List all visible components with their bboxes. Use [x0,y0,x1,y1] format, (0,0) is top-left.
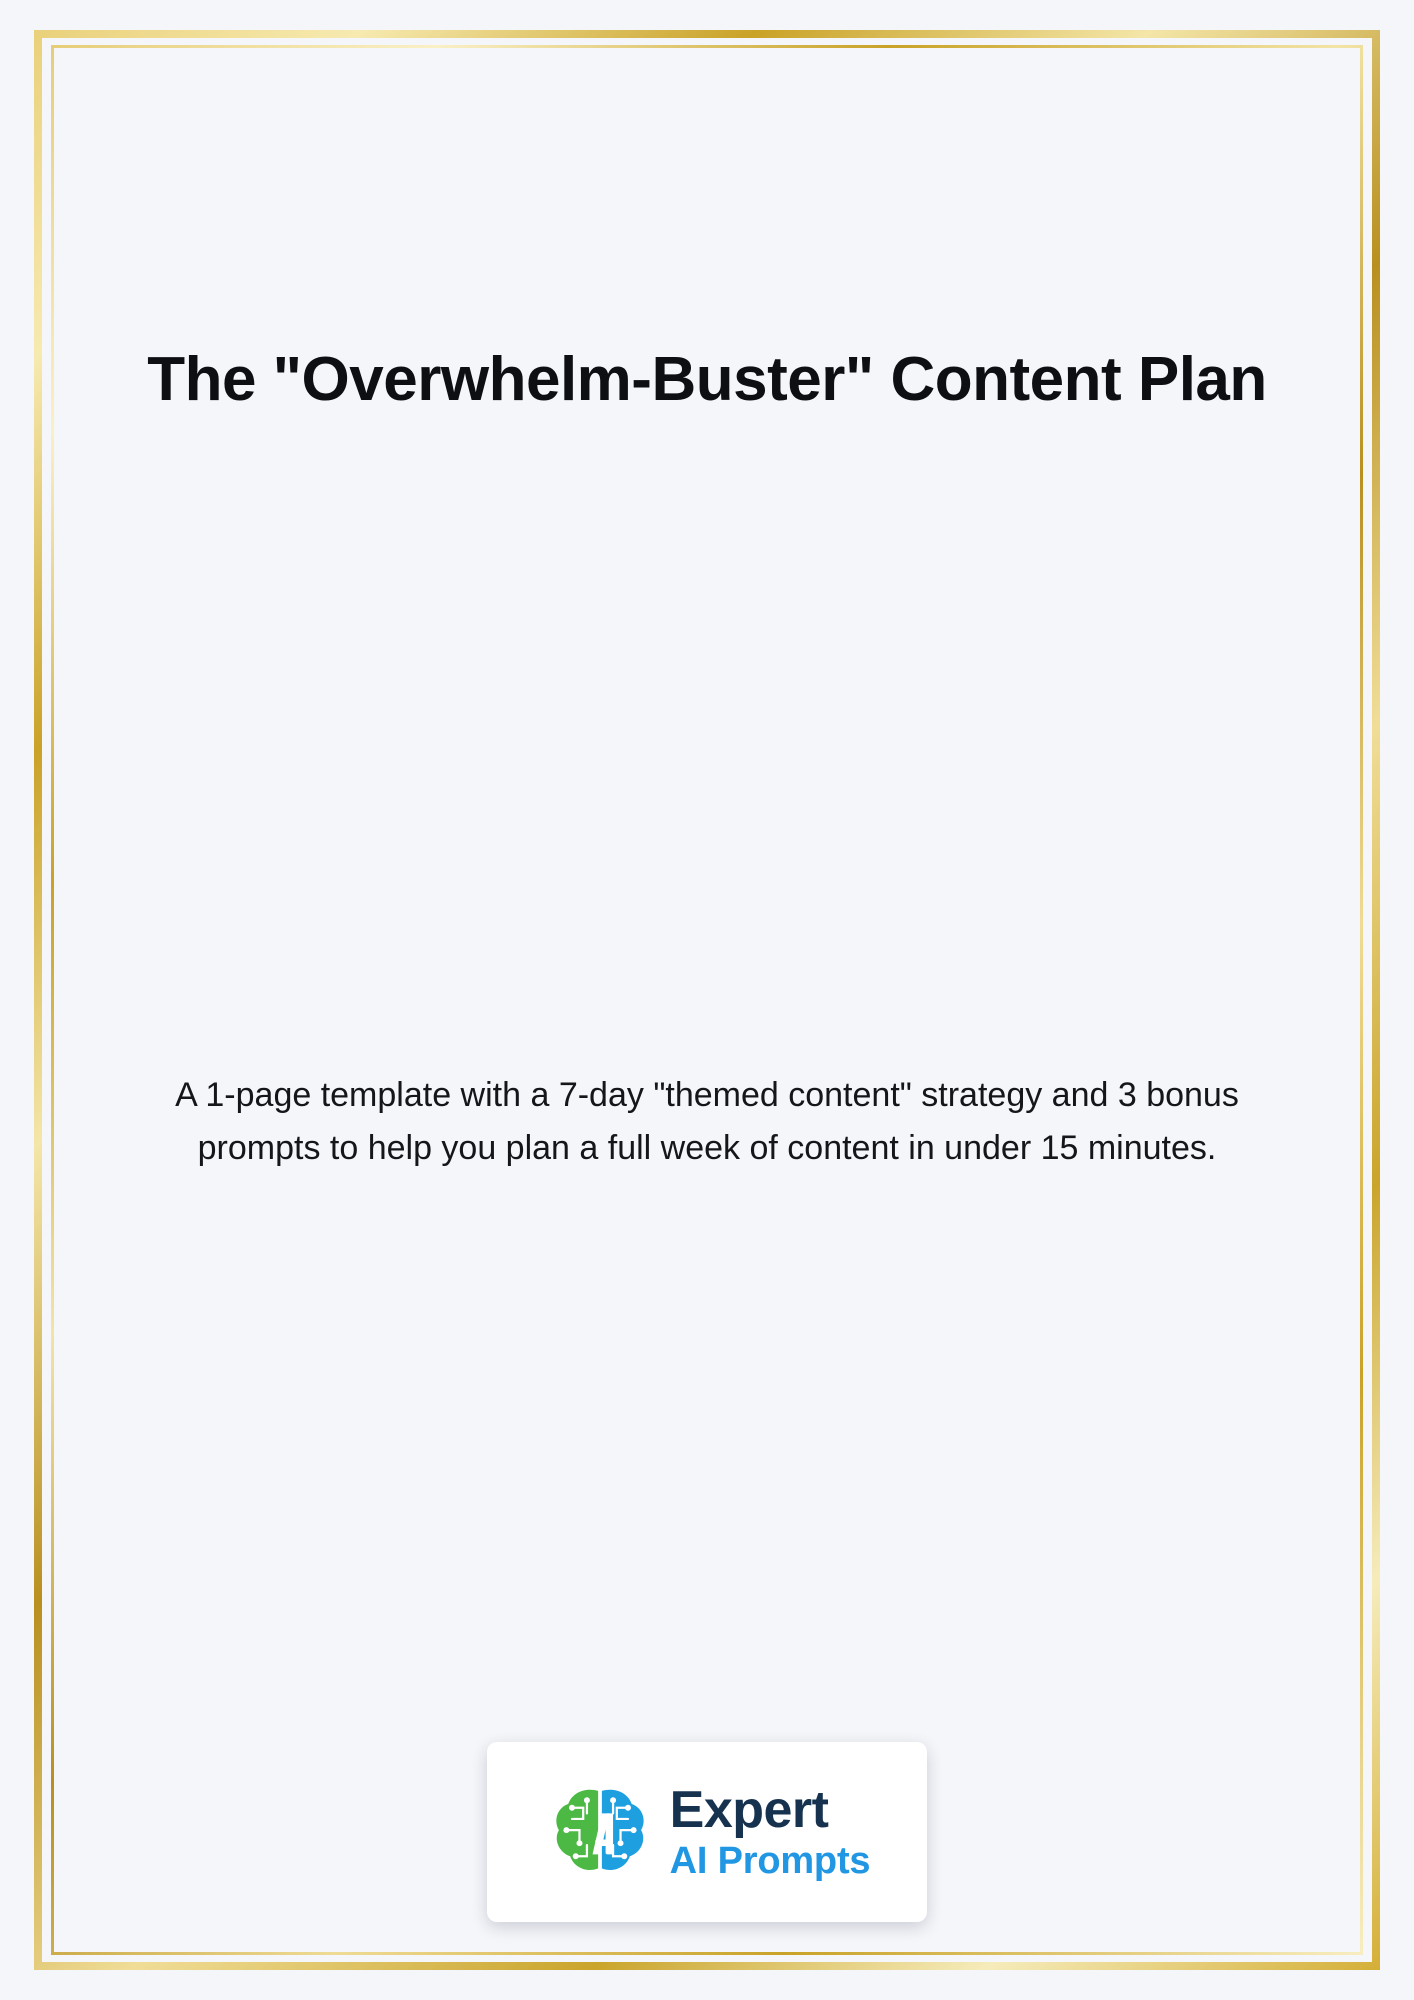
page-subtitle: A 1-page template with a 7-day "themed content" strategy and 3 bonus prompts to help you plan a full week of content in under 15 minutes. [175,1076,1239,1167]
document-content [70,0,1344,2000]
brain-circuit-logo-icon [544,1776,656,1888]
brand-logo [487,1742,927,1922]
page-title: The "Overwhelm-Buster" Content Plan [147,344,1267,414]
brand-name-secondary: AI Prompts [669,1840,871,1882]
brand-name-primary: Expert [669,1781,829,1839]
brand-logo-text [669,1781,871,1882]
